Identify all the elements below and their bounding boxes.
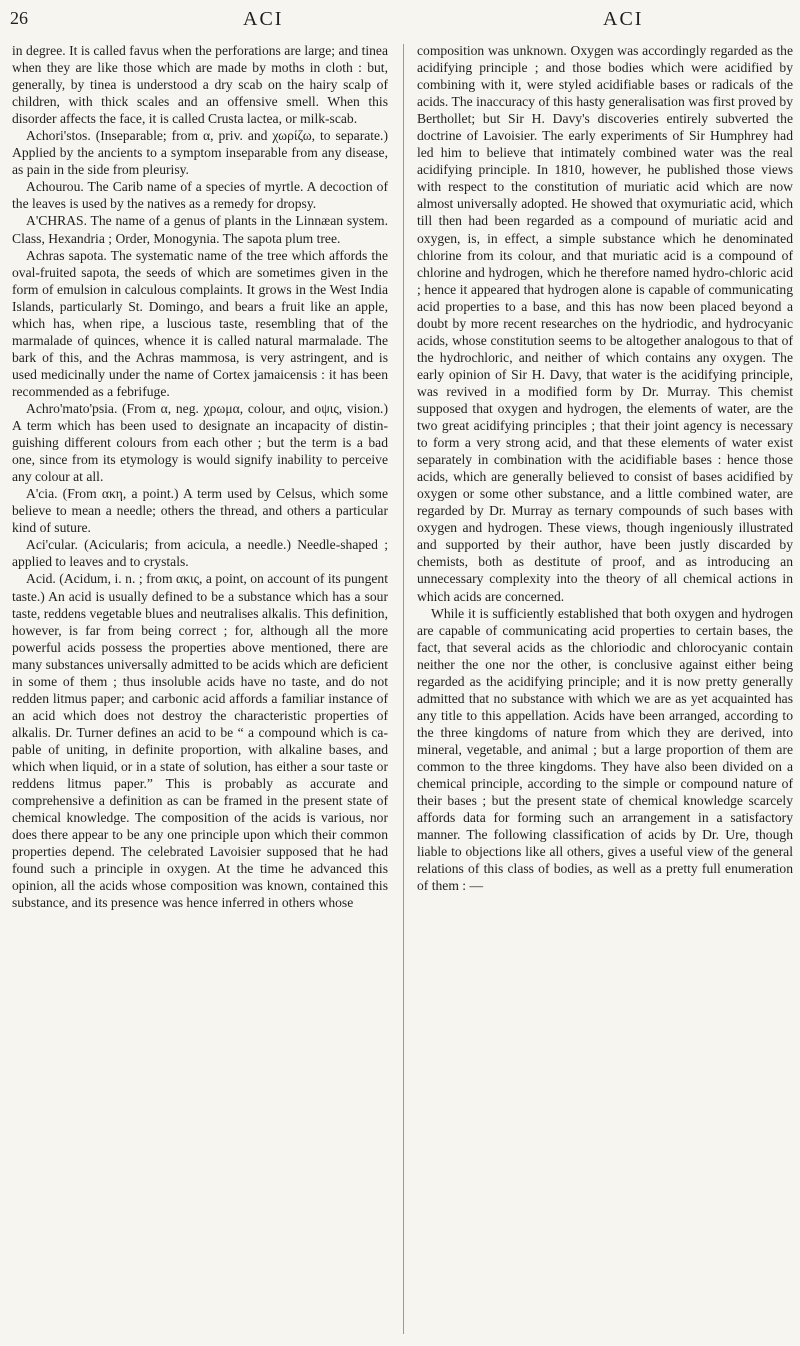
column-divider <box>403 44 404 1334</box>
running-head-left: ACI <box>243 8 284 30</box>
entry-achourou: Achourou. The Carib name of a species of myrtle. A decoction of the leaves is used by the natives as a remedy for dropsy. <box>12 179 388 212</box>
left-column <box>12 42 388 911</box>
entry-achoristos: Achori'stos. (Inseparable; from α, priv. and χωρίζω, to separate.) Applied by the ancients to a symptom inseparable from any disease, as pain in the side from pleurisy. <box>12 128 388 178</box>
entry-achromatopsia: Achro'mato'psia. (From α, neg. χρωμα, colour, and οψις, vision.) A term which has been used to designate an incapacity of distinguishing different colours from each other ; but the term is a bad one, since from its etymology is would signify inability to perceive any colour at all. <box>12 400 388 485</box>
entry-achras-sapota: Achras sapota. The systematic name of the tree which affords the oval-fruited sapota, the seeds of which are sometimes given in the form of emulsion in calculous complaints. It grows in the West India Islands, particularly St. Domingo, and bears a fruit like an apple, which has, when ripe, a luscious taste, resembling that of the marmalade of quinces, whence it is called natural marmalade. The bark of this, and the Achras mammosa, is very astringent, and is used medicinally under the name of Cortex jamaicensis : it has been recommended as a febrifuge. <box>12 247 388 399</box>
paragraph: While it is sufficiently established that both oxygen and hydrogen are capable of communicating acid properties to certain bases, the fact, that several acids as the chloriodic and chlorocyanic contain neither the one nor the other, is conclusive against either being regarded as the acidifying principle; and it is now pretty generally admitted that no substance with which we are as yet acquainted has any title to this appellation. Acids have been arranged, according to the three kingdoms of nature from which they are derived, into mineral, vegetable, and animal ; but a large proportion of them are common to the three kingdoms. They have also been divided on a chemical principle, according to the simple or compound nature of their bases ; but the present state of chemical knowledge scarcely affords data for forming such an arrangement in a satisfactory manner. The following classification of acids by Dr. Ure, though liable to objections like all others, gives a useful view of the general relations of this class of bodies, as well as a pretty full enumeration of them : — <box>417 605 793 894</box>
right-column <box>417 42 793 894</box>
paragraph: composition was unknown. Oxygen was accordingly regarded as the acidifying principle ; and those bodies which were acidified by combining with it, were styled acidifiable bases or radicals of the acids. The inaccuracy of this hasty generalisation was first proved by Berthollet; but Sir H. Davy's discoveries entirely subverted the doctrine of Lavoisier. The early experiments of Sir Humphrey had led him to believe that intimately combined water was the real acidifying principle. In 1810, however, he published those views with respect to the constitution of muriatic acid which are now almost universally adopted. He showed that oxymuriatic acid, which till then had been regarded as a compound of muriatic acid and oxygen, is, in effect, a simple substance which he denominated chlorine from its colour, and that muriatic acid is a compound of chlorine and hydrogen, which he therefore named hydro-chloric acid ; hence it appeared that hydrogen alone is capable of communicating acid properties to a base, and this has now been placed beyond a doubt by more recent researches on the hydriodic, and hydrocyanic acids, whose constitution seems to be altogether analogous to that of the hydrochloric, and neither of which contains any oxygen. The early opinion of Sir H. Davy, that water is the acidifying principle, was revived in a modified form by Dr. Murray. This chemist supposed that oxygen and hydrogen, the elements of water, are the two great acidifying principles ; that their joint agency is necessary to form a very strong acid, and that these elements of water exist separately in combination with the acidifiable bases : hence those acids, which are generally believed to consist of bases acidified by oxygen or some other substance, and a little combined water, are regarded by Dr. Murray as ternary compounds of such bases with oxygen and hydrogen. These views, though ingeniously illustrated and supported by their author, have been justly discarded by chemists, both as destitute of proof, and as introducing an unnecessary complexity into the theory of all chemical actions in which acids are concerned. <box>417 43 793 604</box>
page-number: 26 <box>10 8 28 28</box>
entry-acid: Acid. (Acidum, i. n. ; from ακις, a point, on account of its pungent taste.) An acid is usually defined to be a substance which has a sour taste, reddens vegetable blues and neutralises alkalis. This definition, however, is far from being correct ; for, although all the more powerful acids possess the properties above mentioned, there are many substances universally admitted to be acids which are deficient in some of them ; thus insoluble acids have no taste, and do not redden litmus paper; and carbonic acid affords a familiar instance of an acid which does not destroy the characteristic properties of alkalis. Dr. Turner defines an acid to be “ a compound which is capable of uniting, in definite proportion, with alkaline bases, and which when liquid, or in a state of solution, has either a sour taste or reddens litmus paper.” This is probably as accurate and comprehensive a definition as can be framed in the present state of chemical knowledge. The composition of the acids is various, nor does there appear to be any one principle upon which their common properties depend. The celebrated Lavoisier supposed that he had found such a principle in oxygen. At the time he advanced this opinion, all the acids whose composition was known, contained this substance, and its presence was hence inferred in others whose <box>12 571 388 911</box>
page-header <box>10 8 790 42</box>
entry-achras: A'CHRAS. The name of a genus of plants in the Linnæan system. Class, Hexandria ; Order, Monogynia. The sapota plum tree. <box>12 213 388 246</box>
running-head-right: ACI <box>603 8 644 30</box>
entry-acicular: Aci'cular. (Acicularis; from acicula, a needle.) Needle-shaped ; applied to leaves and to crystals. <box>12 537 388 570</box>
paragraph: in degree. It is called favus when the perforations are large; and tinea when they are like those which are made by moths in cloth : but, generally, by tinea is understood a dry scab on the hairy scalp of children, with thick scales and an offensive smell. When this disorder affects the face, it is called Crusta lactea, or milk-scab. <box>12 43 388 127</box>
entry-acia: A'cia. (From ακη, a point.) A term used by Celsus, which some believe to mean a needle; others the thread, and others a particular kind of suture. <box>12 486 388 536</box>
